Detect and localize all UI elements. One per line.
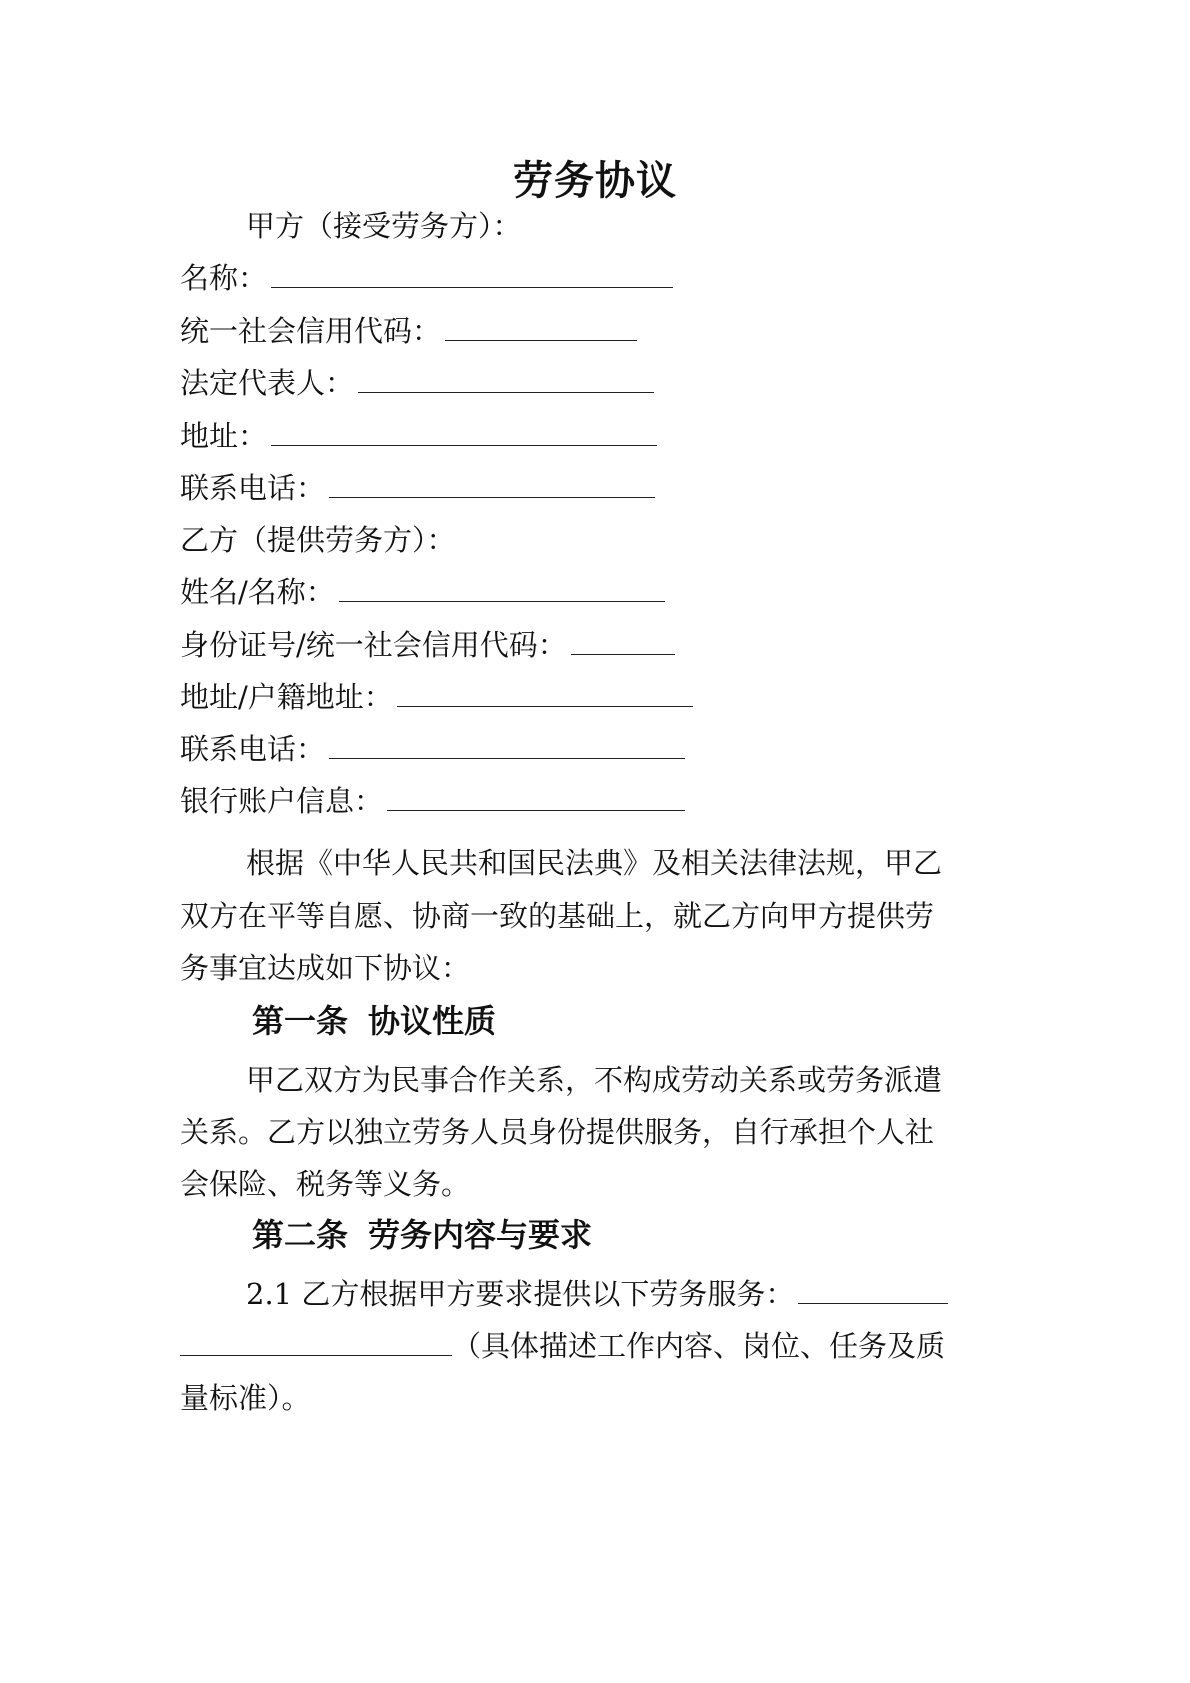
field-label: 身份证号/统一社会信用代码： bbox=[180, 628, 567, 662]
party-a-phone-blank[interactable] bbox=[329, 471, 655, 498]
party-b-address-row bbox=[180, 677, 693, 717]
party-b-bank-row bbox=[180, 781, 685, 821]
party-a-name-blank[interactable] bbox=[271, 261, 673, 288]
preamble-line-3: 务事宜达成如下协议： bbox=[180, 951, 471, 985]
clause-2-1-description-blank[interactable] bbox=[180, 1329, 452, 1356]
article-2-heading bbox=[252, 1214, 592, 1256]
document-title: 劳务协议 bbox=[513, 158, 677, 204]
article-1-heading bbox=[252, 1000, 496, 1042]
party-b-name-blank[interactable] bbox=[339, 575, 665, 602]
party-b-phone-blank[interactable] bbox=[329, 732, 685, 759]
article-number: 第一条 bbox=[252, 1002, 349, 1040]
party-a-name-row bbox=[180, 258, 673, 298]
field-label: 联系电话： bbox=[180, 732, 326, 766]
field-label: 名称： bbox=[180, 261, 268, 295]
field-label: 地址/户籍地址： bbox=[180, 680, 393, 714]
party-b-address-blank[interactable] bbox=[397, 680, 693, 707]
party-a-credit-code-row bbox=[180, 311, 637, 351]
party-a-legal-rep-blank[interactable] bbox=[358, 366, 654, 393]
article-title: 劳务内容与要求 bbox=[368, 1216, 593, 1254]
party-a-address-row bbox=[180, 416, 657, 456]
article-number: 第二条 bbox=[252, 1216, 349, 1254]
field-label: 法定代表人： bbox=[180, 366, 355, 400]
party-a-heading: 甲方（接受劳务方）： bbox=[246, 209, 522, 243]
preamble-line-1: 根据《中华人民共和国民法典》及相关法律法规，甲乙 bbox=[246, 846, 943, 880]
clause-2-1-service-blank[interactable] bbox=[798, 1277, 948, 1304]
party-b-bank-blank[interactable] bbox=[387, 784, 685, 811]
article-title: 协议性质 bbox=[368, 1002, 497, 1040]
party-b-name-row bbox=[180, 572, 665, 612]
party-b-id-row bbox=[180, 625, 675, 665]
article-1-line-3: 会保险、税务等义务。 bbox=[180, 1167, 471, 1201]
clause-2-1-prefix: 2.1 乙方根据甲方要求提供以下劳务服务： bbox=[246, 1277, 795, 1311]
field-label: 统一社会信用代码： bbox=[180, 314, 442, 348]
party-a-phone-row bbox=[180, 468, 655, 508]
party-b-heading: 乙方（提供劳务方）： bbox=[180, 523, 456, 557]
field-label: 银行账户信息： bbox=[180, 784, 384, 818]
party-a-credit-code-blank[interactable] bbox=[445, 314, 637, 341]
preamble-line-2: 双方在平等自愿、协商一致的基础上，就乙方向甲方提供劳 bbox=[180, 899, 935, 933]
clause-2-1-continuation: （具体描述工作内容、岗位、任务及质 bbox=[452, 1329, 946, 1363]
field-label: 联系电话： bbox=[180, 471, 326, 505]
field-label: 地址： bbox=[180, 419, 268, 453]
clause-2-1-line-1 bbox=[246, 1274, 948, 1314]
party-a-legal-rep-row bbox=[180, 363, 654, 403]
party-b-phone-row bbox=[180, 729, 685, 769]
party-b-id-blank[interactable] bbox=[571, 628, 675, 655]
party-a-address-blank[interactable] bbox=[271, 419, 657, 446]
field-label: 姓名/名称： bbox=[180, 575, 335, 609]
article-1-line-2: 关系。乙方以独立劳务人员身份提供服务，自行承担个人社 bbox=[180, 1115, 935, 1149]
article-1-line-1: 甲乙双方为民事合作关系，不构成劳动关系或劳务派遣 bbox=[246, 1063, 943, 1097]
clause-2-1-line-3: 量标准）。 bbox=[180, 1381, 311, 1415]
clause-2-1-line-2 bbox=[180, 1326, 945, 1366]
